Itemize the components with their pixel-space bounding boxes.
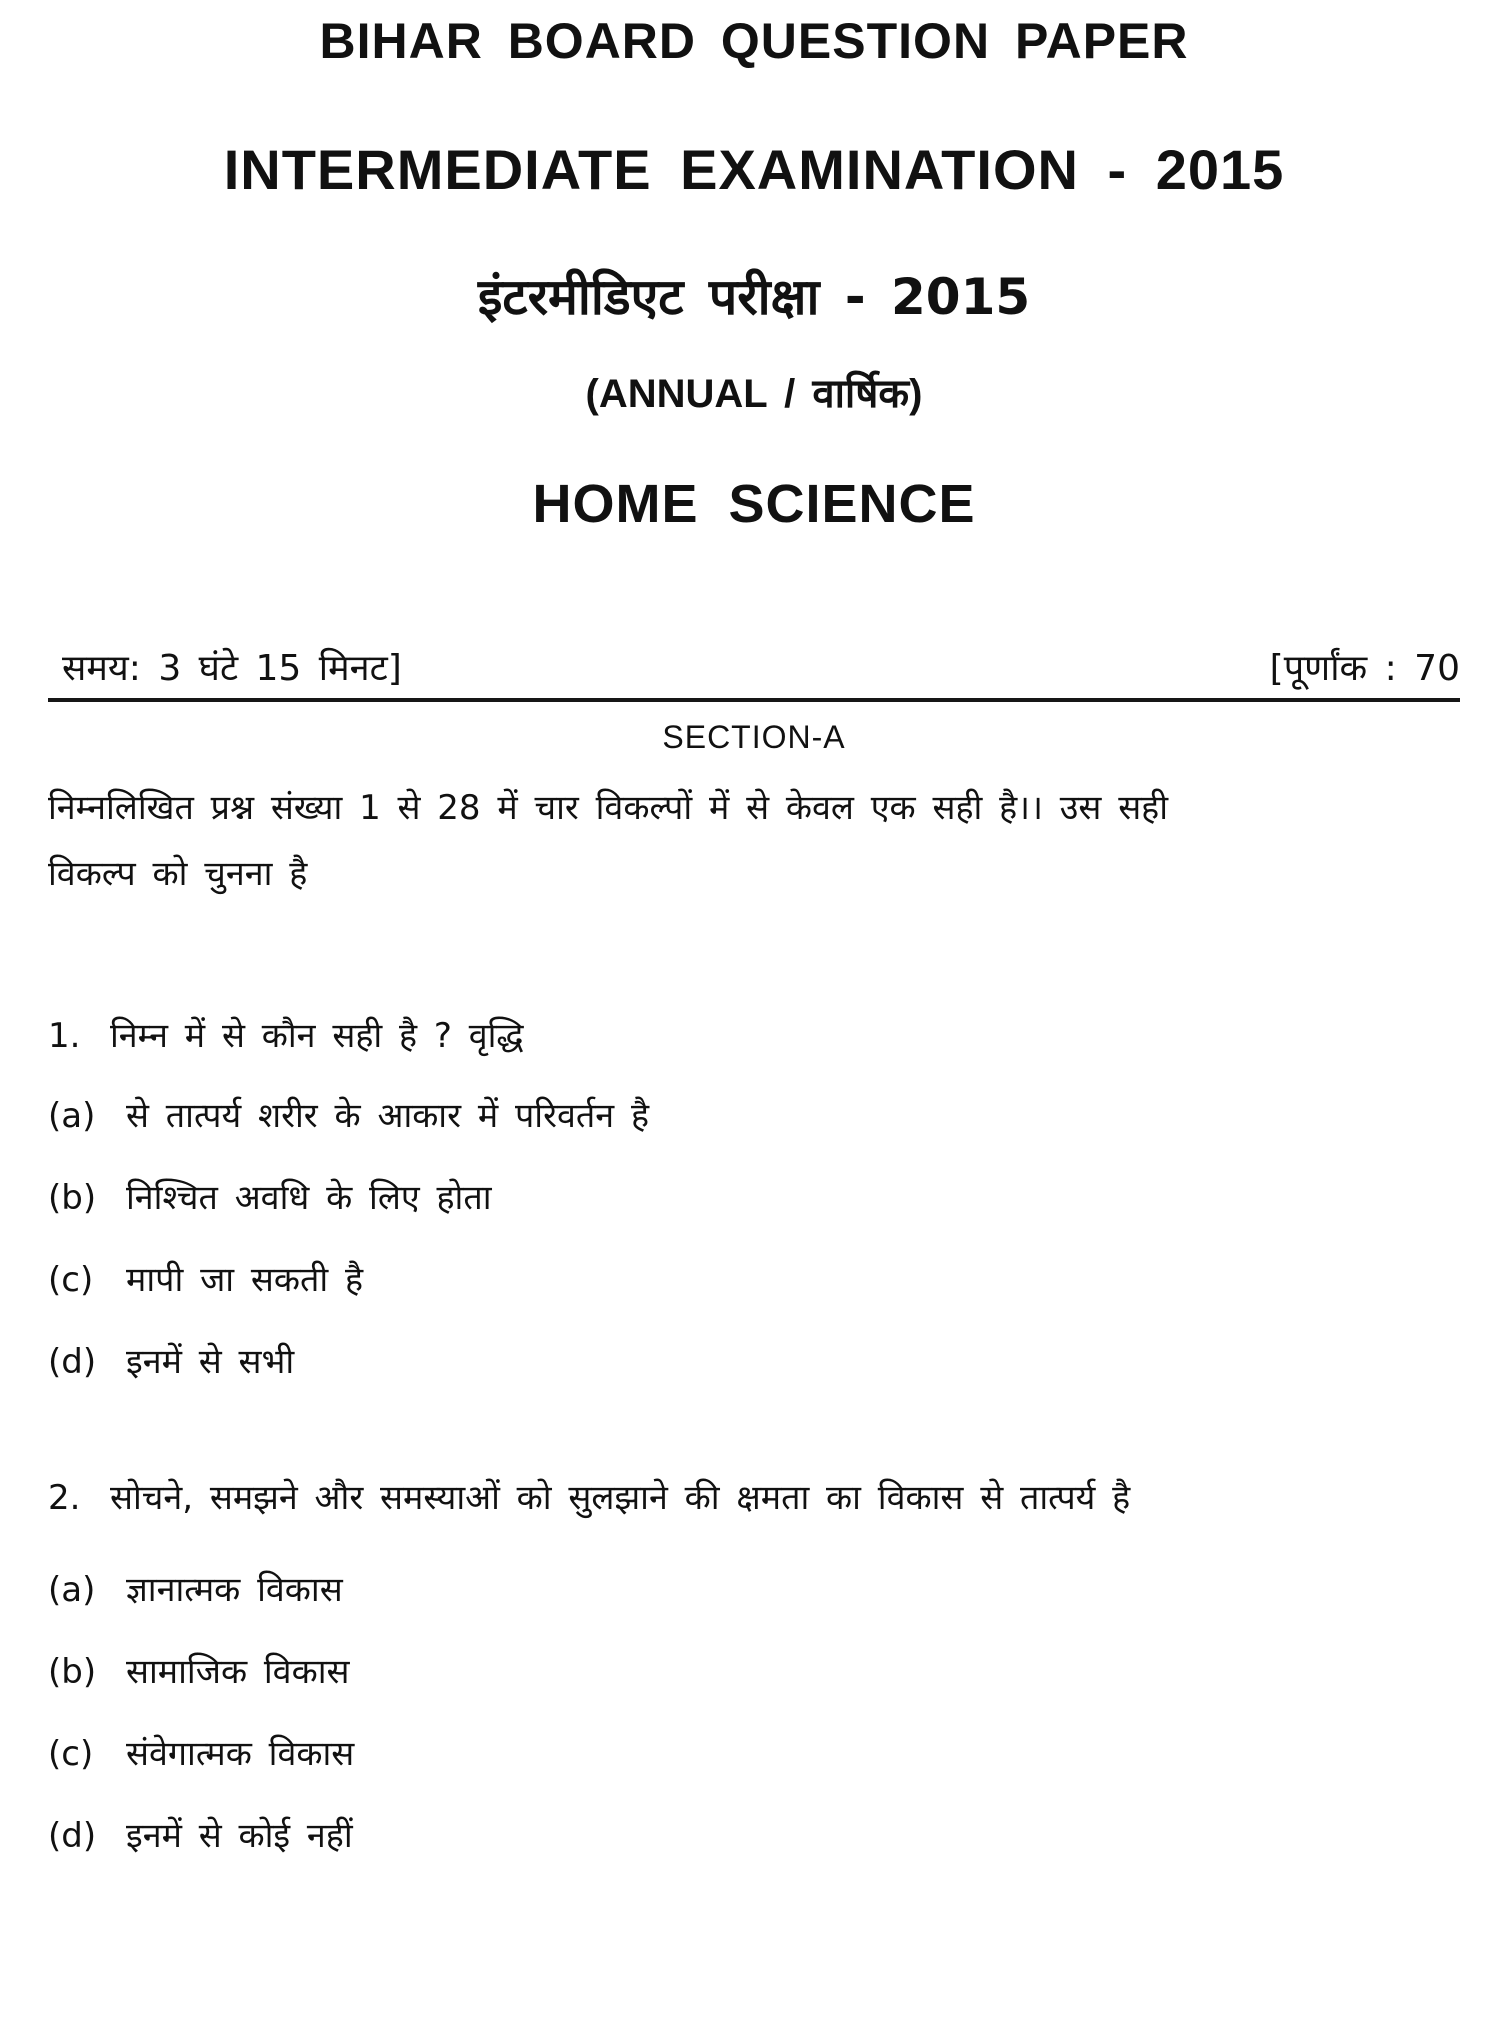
- question-2-text: सोचने, समझने और समस्याओं को सुलझाने की क्षमता का विकास से तात्पर्य है: [110, 1477, 1131, 1518]
- option-c-text: संवेगात्मक विकास: [126, 1733, 355, 1774]
- option-d-label: (d): [48, 1341, 97, 1382]
- full-marks: [पूर्णांक : 70: [1269, 647, 1460, 689]
- option-d-text: इनमें से सभी: [126, 1341, 295, 1382]
- annual-subtitle: (ANNUAL / वार्षिक): [585, 371, 923, 416]
- question-1-option-c: [48, 1255, 1460, 1305]
- subject-title: HOME SCIENCE: [532, 473, 976, 534]
- question-1-option-d: [48, 1337, 1460, 1387]
- option-d-text: इनमें से कोई नहीं: [126, 1815, 353, 1856]
- option-a-text: ज्ञानात्मक विकास: [126, 1569, 343, 1610]
- exam-title-hindi: इंटरमीडिएट परीक्षा - 2015: [477, 267, 1031, 326]
- option-a-text: से तात्पर्य शरीर के आकार में परिवर्तन है: [126, 1095, 650, 1136]
- question-2: [48, 1473, 1460, 1861]
- option-a-label: (a): [48, 1095, 96, 1136]
- option-d-label: (d): [48, 1815, 97, 1856]
- instruction-line-2: विकल्प को चुनना है: [48, 853, 308, 894]
- question-1-option-b: [48, 1173, 1460, 1223]
- exam-title-english: INTERMEDIATE EXAMINATION - 2015: [223, 138, 1285, 201]
- question-2-number: 2.: [48, 1477, 81, 1518]
- question-1-text: निम्न में से कौन सही है ? वृद्धि: [110, 1015, 524, 1056]
- section-title: SECTION-A: [662, 718, 846, 755]
- option-c-label: (c): [48, 1259, 94, 1300]
- instruction-line-1: निम्नलिखित प्रश्न संख्या 1 से 28 में चार विकल्पों में से केवल एक सही है।। उस सही: [48, 787, 1169, 828]
- question-1-line: [48, 1011, 1460, 1061]
- question-1-number: 1.: [48, 1015, 81, 1056]
- question-1-option-a: [48, 1091, 1460, 1141]
- question-2-option-b: [48, 1647, 1460, 1697]
- option-b-label: (b): [48, 1651, 97, 1692]
- question-2-option-a: [48, 1565, 1460, 1615]
- option-c-text: मापी जा सकती है: [126, 1259, 364, 1300]
- option-b-label: (b): [48, 1177, 97, 1218]
- question-2-option-c: [48, 1729, 1460, 1779]
- question-2-line: [48, 1473, 1460, 1523]
- board-title: BIHAR BOARD QUESTION PAPER: [319, 13, 1189, 69]
- question-2-option-d: [48, 1811, 1460, 1861]
- option-a-label: (a): [48, 1569, 96, 1610]
- question-1: [48, 1011, 1460, 1387]
- time-allowed: समय: 3 घंटे 15 मिनट]: [62, 647, 402, 689]
- option-b-text: निश्चित अवधि के लिए होता: [126, 1177, 492, 1218]
- time-marks-row: [48, 646, 1460, 702]
- option-c-label: (c): [48, 1733, 94, 1774]
- option-b-text: सामाजिक विकास: [126, 1651, 350, 1692]
